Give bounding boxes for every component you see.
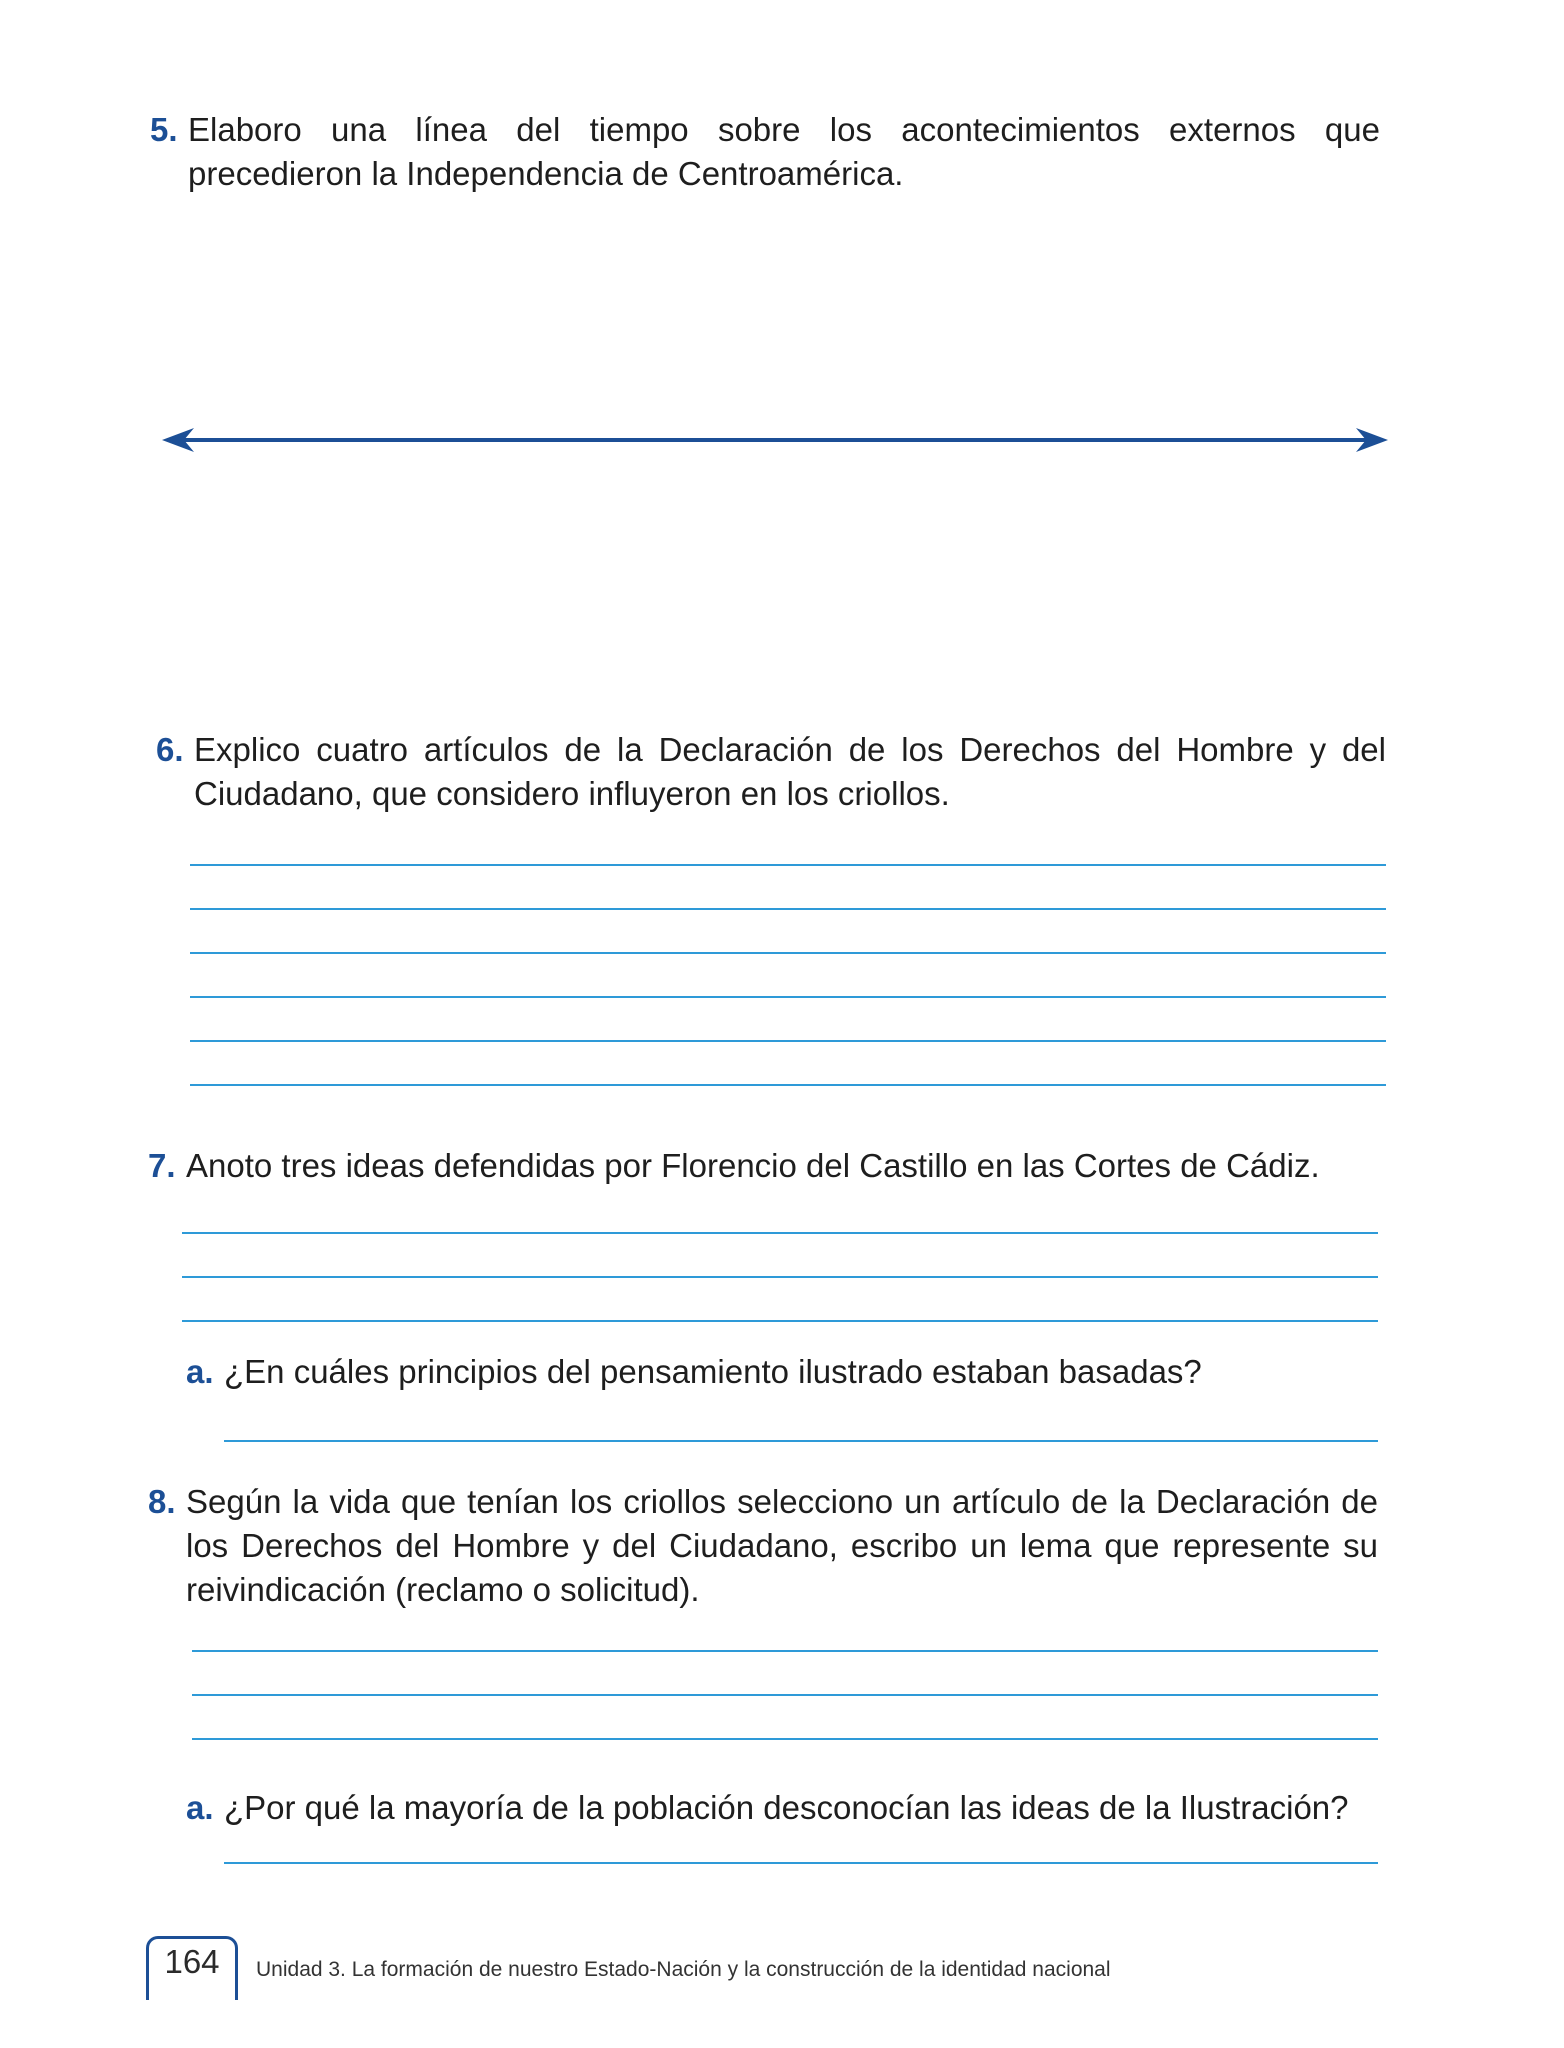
question-5 — [150, 108, 1380, 196]
footer-unit-title: Unidad 3. La formación de nuestro Estado-Nación y la construcción de la identidad nacional — [256, 1958, 1111, 1981]
answer-line-q8-1[interactable] — [192, 1650, 1378, 1652]
question-6-text: Explico cuatro artículos de la Declaración de los Derechos del Hombre y del Ciudadano, que considero influyeron en los criollos. — [194, 731, 1386, 812]
question-6-number: 6. — [156, 731, 184, 768]
answer-line-q6-5[interactable] — [190, 1040, 1386, 1042]
question-8-text: Según la vida que tenían los criollos selecciono un artículo de la Declaración de los Derechos del Hombre y del Ciudadano, escribo un lema que represente su reivindicación (reclamo o solicitud). — [186, 1483, 1378, 1608]
answer-line-q6-6[interactable] — [190, 1084, 1386, 1086]
answer-line-q7-1[interactable] — [182, 1232, 1378, 1234]
question-7a-text: ¿En cuáles principios del pensamiento ilustrado estaban basadas? — [224, 1353, 1202, 1390]
question-8 — [148, 1480, 1378, 1612]
timeline-arrow — [160, 420, 1390, 460]
question-7 — [148, 1144, 1380, 1188]
question-5-number: 5. — [150, 111, 178, 148]
question-7-text: Anoto tres ideas defendidas por Florencio del Castillo en las Cortes de Cádiz. — [186, 1147, 1320, 1184]
answer-line-q7a-1[interactable] — [224, 1440, 1378, 1442]
answer-line-q7-3[interactable] — [182, 1320, 1378, 1322]
page-number: 164 — [164, 1943, 220, 1980]
question-8a-text: ¿Por qué la mayoría de la población desconocían las ideas de la Ilustración? — [224, 1789, 1349, 1826]
question-6 — [156, 728, 1386, 816]
question-7-number: 7. — [148, 1147, 176, 1184]
question-8a — [186, 1786, 1376, 1830]
question-8-number: 8. — [148, 1483, 176, 1520]
answer-line-q6-2[interactable] — [190, 908, 1386, 910]
question-7a-letter: a. — [186, 1353, 214, 1390]
answer-line-q7-2[interactable] — [182, 1276, 1378, 1278]
answer-line-q6-1[interactable] — [190, 864, 1386, 866]
answer-line-q6-4[interactable] — [190, 996, 1386, 998]
answer-line-q8-2[interactable] — [192, 1694, 1378, 1696]
answer-line-q6-3[interactable] — [190, 952, 1386, 954]
question-8a-letter: a. — [186, 1789, 214, 1826]
answer-line-q8a-1[interactable] — [224, 1862, 1378, 1864]
question-5-text: Elaboro una línea del tiempo sobre los acontecimientos externos que precedieron la Independencia de Centroamérica. — [188, 111, 1380, 192]
question-7a — [186, 1350, 1376, 1394]
answer-line-q8-3[interactable] — [192, 1738, 1378, 1740]
